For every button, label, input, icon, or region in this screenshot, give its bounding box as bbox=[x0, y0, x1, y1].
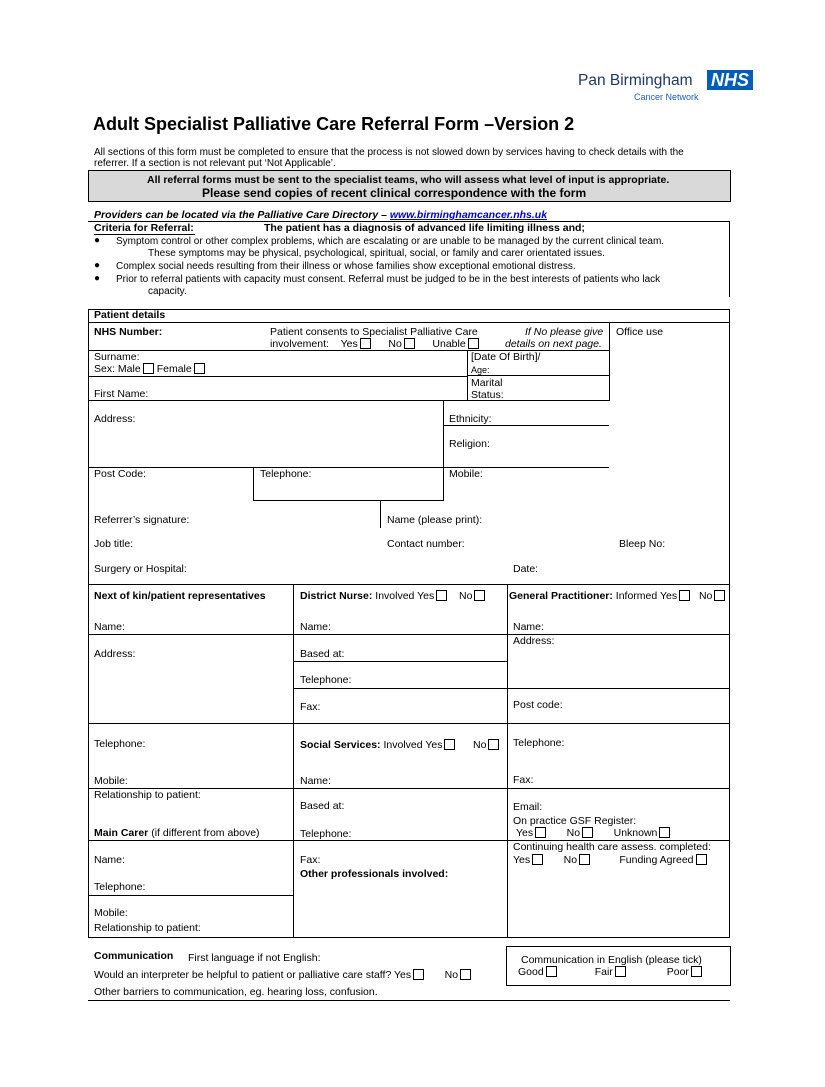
criteria-bullet-3: Prior to referral patients with capacity must consent. Referral must be judged to be in the best interests of patients who lack bbox=[116, 274, 661, 285]
social-fax-label: Fax: bbox=[300, 854, 321, 866]
religion-label: Religion: bbox=[449, 438, 490, 450]
job-title-label: Job title: bbox=[94, 538, 134, 550]
district-nurse-heading: District Nurse: Involved Yes No bbox=[300, 590, 488, 602]
interpreter-question: Would an interpreter be helpful to patient or palliative care staff? Yes No bbox=[94, 969, 474, 981]
page-title: Adult Specialist Palliative Care Referral Form –Version 2 bbox=[93, 114, 575, 134]
sex-male-checkbox[interactable] bbox=[143, 363, 154, 374]
funding-agreed-checkbox[interactable] bbox=[696, 854, 707, 865]
barriers-label: Other barriers to communication, eg. hearing loss, confusion. bbox=[94, 986, 378, 998]
gp-fax-label: Fax: bbox=[513, 774, 534, 786]
consent-yes-checkbox[interactable] bbox=[360, 338, 371, 349]
first-name-label: First Name: bbox=[94, 388, 149, 400]
gp-heading: General Practitioner: Informed Yes No bbox=[509, 590, 728, 602]
patient-section-heading: Patient details bbox=[94, 309, 166, 321]
criteria-bullet-1-cont: These symptoms may be physical, psychological, spiritual, social, or family and carer orientated issues. bbox=[148, 248, 605, 259]
if-no-note: If No please give bbox=[525, 326, 604, 338]
consent-no-checkbox[interactable] bbox=[404, 338, 415, 349]
district-fax-label: Fax: bbox=[300, 701, 321, 713]
logo-name: Pan Birmingham bbox=[578, 72, 693, 89]
kin-relationship-label: Relationship to patient: bbox=[94, 789, 201, 801]
interpreter-no-checkbox[interactable] bbox=[460, 969, 471, 980]
criteria-label: Criteria for Referral: bbox=[94, 222, 194, 234]
gp-name-label: Name: bbox=[513, 621, 544, 633]
criteria-bullet-2: Complex social needs resulting from their illness or whose families show exceptional emotional distress. bbox=[116, 261, 576, 272]
ethnicity-label: Ethnicity: bbox=[449, 413, 492, 425]
criteria-bullet-3-cont: capacity. bbox=[148, 286, 187, 297]
name-print-label: Name (please print): bbox=[387, 514, 483, 526]
gp-telephone-label: Telephone: bbox=[513, 737, 565, 749]
carer-telephone-label: Telephone: bbox=[94, 881, 146, 893]
gp-post-code-label: Post code: bbox=[513, 699, 563, 711]
gp-gsf-options: Yes No Unknown bbox=[516, 827, 673, 839]
surgery-label: Surgery or Hospital: bbox=[94, 563, 187, 575]
social-yes-checkbox[interactable] bbox=[444, 739, 455, 750]
kin-mobile-label: Mobile: bbox=[94, 775, 128, 787]
telephone-label: Telephone: bbox=[260, 468, 312, 480]
gsf-unknown-checkbox[interactable] bbox=[659, 827, 670, 838]
consent-options: involvement: Yes No Unable bbox=[270, 338, 482, 350]
gp-continuing-label: Continuing health care assess. completed: bbox=[513, 841, 711, 853]
social-services-heading: Social Services: Involved Yes No bbox=[300, 739, 502, 751]
referrer-signature-label: Referrer’s signature: bbox=[94, 514, 190, 526]
date-label: Date: bbox=[513, 563, 539, 575]
intro-line-2: referrer. If a section is not relevant put ‘Not Applicable’. bbox=[94, 158, 336, 169]
english-poor-checkbox[interactable] bbox=[691, 966, 702, 977]
consent-label: Patient consents to Specialist Palliative Care bbox=[270, 326, 478, 338]
communication-heading: Communication bbox=[94, 950, 174, 962]
english-good-checkbox[interactable] bbox=[546, 966, 557, 977]
marital-label: Marital bbox=[471, 377, 503, 389]
gp-yes-checkbox[interactable] bbox=[679, 590, 690, 601]
office-use-label: Office use bbox=[616, 326, 664, 338]
logo-subtitle: Cancer Network bbox=[634, 92, 699, 102]
consent-unable-checkbox[interactable] bbox=[468, 338, 479, 349]
contact-number-label: Contact number: bbox=[387, 538, 465, 550]
kin-telephone-label: Telephone: bbox=[94, 738, 146, 750]
marital-status-label: Status: bbox=[471, 389, 504, 401]
kin-name-label: Name: bbox=[94, 621, 125, 633]
district-no-checkbox[interactable] bbox=[474, 590, 485, 601]
age-label: Age: bbox=[471, 365, 490, 375]
social-name-label: Name: bbox=[300, 775, 331, 787]
bullet-icon: ● bbox=[94, 260, 101, 271]
directory-link[interactable]: www.birminghamcancer.nhs.uk bbox=[389, 209, 548, 221]
district-yes-checkbox[interactable] bbox=[436, 590, 447, 601]
bullet-icon: ● bbox=[94, 235, 101, 246]
kin-heading: Next of kin/patient representatives bbox=[94, 590, 266, 602]
english-fair-checkbox[interactable] bbox=[615, 966, 626, 977]
gsf-yes-checkbox[interactable] bbox=[535, 827, 546, 838]
sex-female-checkbox[interactable] bbox=[194, 363, 205, 374]
social-telephone-label: Telephone: bbox=[300, 828, 352, 840]
district-based-label: Based at: bbox=[300, 648, 345, 660]
gsf-no-checkbox[interactable] bbox=[582, 827, 593, 838]
address-label: Address: bbox=[94, 413, 136, 425]
gp-address-label: Address: bbox=[513, 635, 555, 647]
kin-address-label: Address: bbox=[94, 648, 136, 660]
notice-line-1: All referral forms must be sent to the specialist teams, who will assess what level of input is appropriate. bbox=[147, 174, 670, 186]
bullet-icon: ● bbox=[94, 273, 101, 284]
post-code-label: Post Code: bbox=[94, 468, 146, 480]
carer-relationship-label: Relationship to patient: bbox=[94, 922, 201, 934]
intro-line-1: All sections of this form must be completed to ensure that the process is not slowed down by services having to check details with the bbox=[94, 147, 684, 158]
main-carer-label: Main Carer (if different from above) bbox=[94, 827, 260, 839]
carer-mobile-label: Mobile: bbox=[94, 907, 128, 919]
english-communication-label: Communication in English (please tick) bbox=[521, 954, 702, 966]
nhs-logo: NHS bbox=[707, 70, 753, 90]
gp-continuing-options: Yes No Funding Agreed bbox=[513, 854, 710, 866]
gp-no-checkbox[interactable] bbox=[714, 590, 725, 601]
district-name-label: Name: bbox=[300, 621, 331, 633]
social-based-label: Based at: bbox=[300, 800, 345, 812]
dob-label: [Date Of Birth]/ bbox=[471, 351, 541, 363]
mobile-label: Mobile: bbox=[449, 468, 483, 480]
gp-email-label: Email: bbox=[513, 801, 543, 813]
district-telephone-label: Telephone: bbox=[300, 674, 352, 686]
first-language-label: First language if not English: bbox=[188, 952, 321, 964]
criteria-bullet-1: Symptom control or other complex problems, which are escalating or are unable to be managed by the current clinical team. bbox=[116, 236, 665, 247]
criteria-headline: The patient has a diagnosis of advanced life limiting illness and; bbox=[264, 222, 585, 234]
chc-no-checkbox[interactable] bbox=[579, 854, 590, 865]
gp-gsf-label: On practice GSF Register: bbox=[513, 815, 637, 827]
interpreter-yes-checkbox[interactable] bbox=[413, 969, 424, 980]
carer-name-label: Name: bbox=[94, 854, 125, 866]
english-options: Good Fair Poor bbox=[518, 966, 705, 978]
chc-yes-checkbox[interactable] bbox=[532, 854, 543, 865]
notice-line-2: Please send copies of recent clinical correspondence with the form bbox=[202, 186, 587, 200]
if-no-note-cont: details on next page. bbox=[505, 338, 602, 350]
providers-text: Providers can be located via the Palliative Care Directory – www.birminghamcancer.nhs.uk bbox=[94, 209, 548, 221]
sex-field: Sex: Male Female bbox=[94, 363, 208, 375]
nhs-number-label: NHS Number: bbox=[94, 326, 163, 338]
surname-label: Surname: bbox=[94, 351, 140, 363]
other-professionals-label: Other professionals involved: bbox=[300, 868, 449, 880]
social-no-checkbox[interactable] bbox=[488, 739, 499, 750]
bleep-label: Bleep No: bbox=[619, 538, 666, 550]
